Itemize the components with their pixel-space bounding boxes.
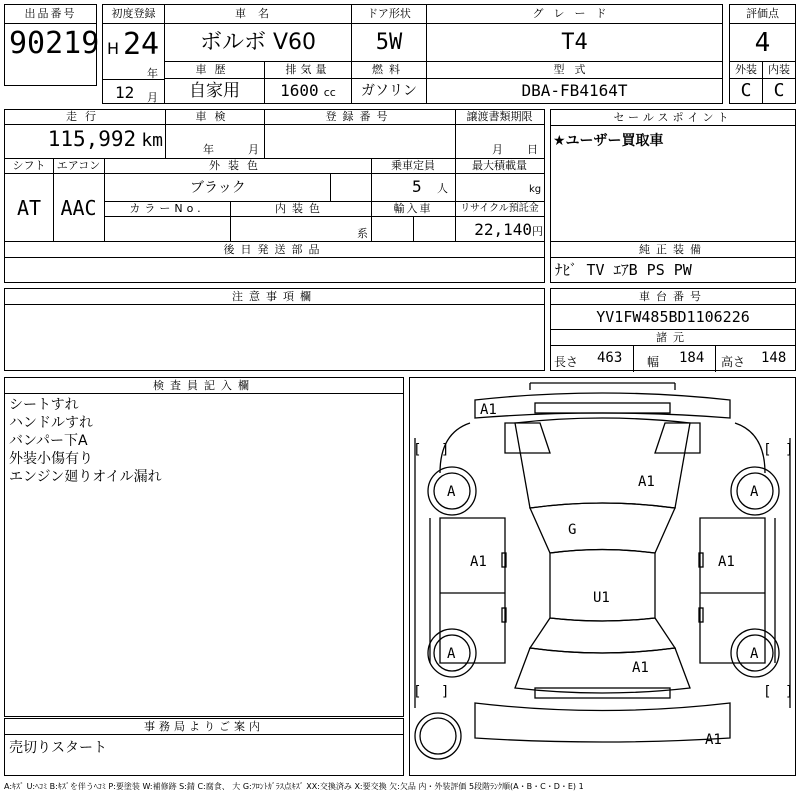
- registration-number-label: 登録番号: [325, 110, 394, 123]
- first-registration-box: [102, 4, 165, 104]
- fuel-box: [351, 61, 427, 104]
- interior-grade: C: [773, 80, 785, 101]
- office-label: 事務局よりご案内: [5, 719, 403, 735]
- sales-points-box: [550, 109, 796, 242]
- mark-wheel-rl: A: [447, 646, 456, 662]
- damage-diagram-box: [409, 377, 796, 776]
- mark-windshield: G: [568, 522, 577, 538]
- car-name-box: [164, 4, 352, 62]
- rear-glass-outline: [530, 618, 675, 653]
- shift: AT: [16, 196, 42, 220]
- office-text: 売切りスタート: [9, 740, 107, 756]
- grade: T4: [561, 30, 588, 55]
- displacement-box: [264, 61, 352, 104]
- interior-color-unit: 系: [357, 227, 368, 240]
- car-name: ボルボ V60: [199, 30, 317, 55]
- length: 463: [597, 350, 623, 366]
- right-bracket-close: ]: [785, 442, 794, 458]
- max-load-unit: kg: [529, 184, 542, 195]
- inspection-year-unit: 年: [203, 143, 214, 156]
- transfer-month-unit: 月: [492, 143, 503, 156]
- notes-box: [4, 288, 545, 371]
- exterior-grade-box: [729, 61, 763, 104]
- fuel: ガソリン: [361, 83, 417, 99]
- max-load-label: 最大積載量: [472, 159, 527, 172]
- import-label: 輸入車: [393, 202, 433, 215]
- mark-wheel-fl: A: [447, 484, 456, 500]
- aircon-label: エアコン: [56, 159, 101, 172]
- windshield-outline: [530, 503, 675, 553]
- width: 184: [679, 350, 705, 366]
- displacement-label: 排気量: [265, 62, 351, 79]
- score: 4: [754, 28, 771, 58]
- exterior-color: ブラック: [190, 180, 246, 196]
- model-box: [426, 61, 723, 104]
- grade-box: [426, 4, 723, 62]
- mark-hood: A1: [638, 474, 655, 490]
- mark-front-bumper: A1: [480, 402, 497, 418]
- inspector-box: [4, 377, 404, 717]
- score-label: 評価点: [730, 5, 795, 24]
- capacity-label: 乗車定員: [391, 159, 435, 172]
- left-bracket-close: ]: [441, 684, 450, 700]
- mileage-unit: km: [141, 130, 163, 151]
- right-bracket-open: [: [763, 442, 772, 458]
- chassis-box: [550, 288, 796, 371]
- inspection-label: 車検: [195, 110, 234, 123]
- lot-number-box: [4, 4, 100, 86]
- car-name-label: 車名: [165, 5, 351, 24]
- sales-points-text: ★ユーザー買取車: [553, 133, 664, 149]
- inspector-label: 検査員記入欄: [5, 378, 403, 394]
- shift-label: シフト: [12, 159, 46, 172]
- recycle-unit: 円: [532, 225, 543, 238]
- mark-roof: U1: [593, 590, 610, 606]
- dimensions-label: 諸元: [551, 330, 795, 346]
- inspector-line: 外装小傷有り: [9, 451, 93, 467]
- mark-trunk: A1: [632, 660, 649, 676]
- right-bracket-close: ]: [785, 684, 794, 700]
- chassis-label: 車台番号: [551, 289, 795, 305]
- capacity-unit: 人: [437, 182, 448, 195]
- exterior-grade: C: [740, 80, 752, 101]
- chassis-number: YV1FW485BD1106226: [551, 305, 795, 330]
- interior-grade-box: [762, 61, 796, 104]
- exterior-color-label: 外装色: [209, 159, 266, 172]
- inspector-line: ハンドルすれ: [9, 415, 93, 431]
- history-box: [164, 61, 265, 104]
- transfer-docs-label: 譲渡書類期限: [466, 110, 533, 123]
- inspector-line: バンパー下A: [9, 433, 88, 449]
- model: DBA-FB4164T: [521, 81, 628, 100]
- interior-grade-label: 内装: [763, 62, 795, 79]
- later-parts-box: [4, 241, 545, 283]
- inspection-month-unit: 月: [248, 143, 259, 156]
- details-box: [4, 109, 545, 242]
- mileage: 115,992: [47, 127, 137, 151]
- sales-points-label: セールスポイント: [551, 110, 795, 126]
- door-shape: 5W: [375, 30, 403, 55]
- recycle-label: リサイクル預託金: [460, 203, 539, 214]
- door-box: [351, 4, 427, 62]
- month-unit: 月: [147, 91, 158, 104]
- inspector-line: シートすれ: [9, 397, 79, 413]
- inspector-line: エンジン廻りオイル漏れ: [9, 469, 162, 485]
- equipment-label: 純正装備: [551, 242, 795, 258]
- exterior-grade-label: 外装: [730, 62, 762, 79]
- notes-label: 注意事項欄: [5, 289, 544, 305]
- legend: A:ｷｽﾞ U:ﾍｺﾐ B:ｷｽﾞを伴うﾍｺﾐ P:要塗装 W:補修跡 S:錆 C:腐食、 大 G:ﾌﾛﾝﾄｶﾞﾗｽ点ｷｽﾞ XX:交換済み X:要交換 欠:欠品 内・外装評価 5段階ﾗﾝｸ順(A・B・C・D・E) 1: [4, 782, 584, 791]
- interior-color-label: 内装色: [275, 202, 326, 215]
- car-damage-diagram: [410, 378, 795, 775]
- mark-rear-bumper: A1: [705, 732, 722, 748]
- roof-outline: [550, 550, 655, 622]
- later-parts-label: 後日発送部品: [5, 242, 544, 258]
- lot-number-label: 出品番号: [5, 5, 96, 24]
- score-box: [729, 4, 796, 62]
- mileage-label: 走行: [66, 110, 104, 123]
- aircon: AAC: [60, 196, 97, 220]
- color-no-label: カラーNo.: [129, 202, 205, 215]
- capacity: 5: [412, 177, 422, 196]
- right-bracket-open: [: [763, 684, 772, 700]
- displacement: 1600: [280, 81, 319, 100]
- left-bracket-open: [: [413, 684, 422, 700]
- left-bracket-close: ]: [441, 442, 450, 458]
- displacement-unit: cc: [323, 86, 336, 99]
- mark-wheel-fr: A: [750, 484, 759, 500]
- mark-right-front-door: A1: [718, 554, 735, 570]
- rear-bumper-outline: [475, 703, 730, 742]
- transfer-day-unit: 日: [527, 143, 538, 156]
- history: 自家用: [189, 81, 240, 101]
- registration-month: 12: [115, 83, 135, 102]
- equipment-text: ﾅﾋﾞ TV ｴｱB PS PW: [555, 261, 692, 279]
- era-prefix: H: [107, 39, 120, 58]
- recycle-fee: 22,140: [474, 220, 532, 239]
- spare-tire: [420, 718, 456, 754]
- registration-year: 24: [123, 27, 160, 62]
- height-label: 高さ: [721, 355, 746, 369]
- equipment-box: [550, 241, 796, 283]
- hood-outline: [515, 418, 690, 508]
- year-unit: 年: [147, 67, 158, 80]
- length-label: 長さ: [554, 355, 579, 369]
- mark-wheel-rr: A: [750, 646, 759, 662]
- grade-label: グレード: [427, 5, 722, 24]
- model-label: 型式: [427, 62, 722, 79]
- mark-left-front-door: A1: [470, 554, 487, 570]
- right-side-outline: [700, 518, 765, 663]
- width-label: 幅: [647, 355, 660, 369]
- height: 148: [761, 350, 787, 366]
- office-box: [4, 718, 404, 776]
- door-label: ドア形状: [352, 5, 426, 24]
- lot-number: 90219: [9, 26, 100, 61]
- fuel-label: 燃料: [352, 62, 426, 79]
- front-plate: [535, 403, 670, 413]
- first-registration-label: 初度登録: [103, 5, 164, 24]
- trunk-outline: [515, 648, 690, 693]
- history-label: 車歴: [165, 62, 264, 79]
- left-bracket-open: [: [413, 442, 422, 458]
